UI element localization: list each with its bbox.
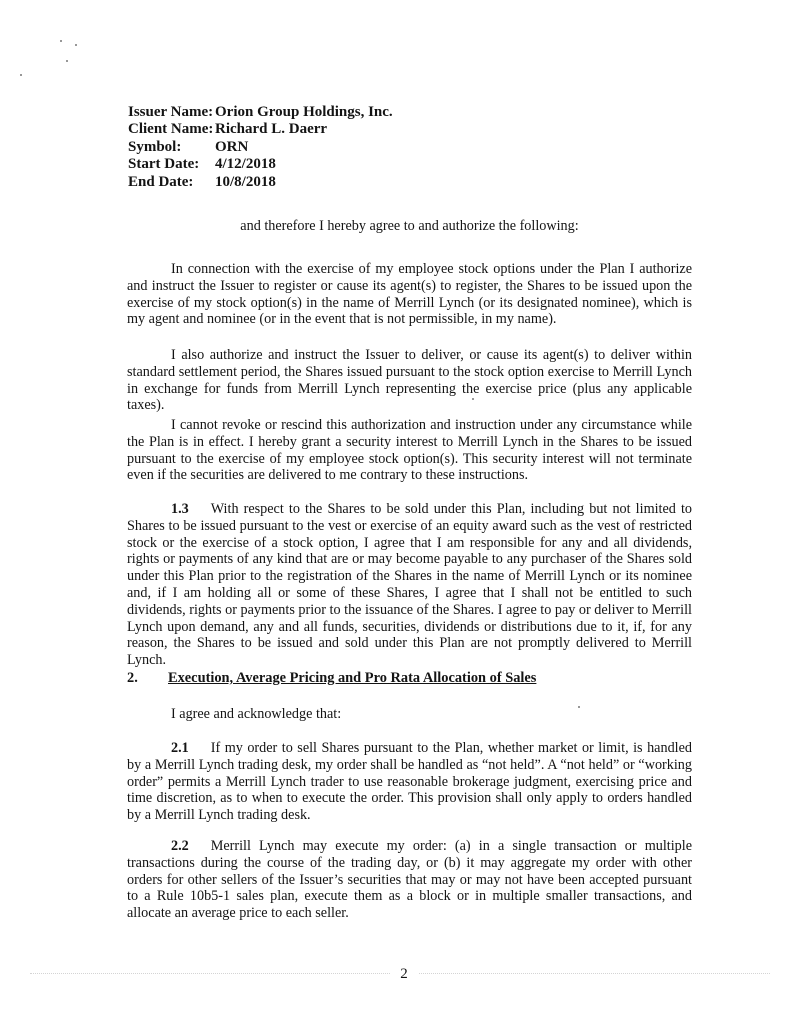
clause-number: 2.2 [171, 838, 189, 854]
header-row-client [128, 121, 393, 138]
clause-number: 1.3 [171, 501, 189, 517]
header-row-start-date [128, 156, 393, 173]
clause-2-2 [127, 838, 692, 922]
header-label: Client Name: [128, 121, 214, 138]
header-value: ORN [215, 138, 249, 155]
header-value: 4/12/2018 [215, 156, 276, 173]
header-label: End Date: [128, 173, 194, 190]
clause-2-1 [127, 740, 692, 824]
page-number: 2 [390, 966, 418, 983]
clause-text: Merrill Lynch may execute my order: (a) in a single transaction or multiple transactions during the course of the trading day, or (b) it may aggregate my order with other orders for other sellers of the Issuer’s securities that may or may not have been accepted pursuant to a Rule 10b5-1 sales plan, execute them as a block or in multiple smaller transactions, and allocate an average price to each seller. [127, 838, 692, 922]
intro-line: and therefore I hereby agree to and authorize the following: [240, 218, 579, 234]
section-number: 2. [127, 670, 138, 686]
clause-text: With respect to the Shares to be sold under this Plan, including but not limited to Shares to be issued pursuant to the vest or exercise of an equity award such as the vest of restricted stock or the exercise of a stock option, I agree that I am responsible for any and all dividends, rights or payments of any kind that are or may become payable to any purchaser of the Shares sold under this Plan prior to the registration of the Shares in the name of Merrill Lynch or its nominee and, if I am holding all or some of these Shares, I agree that I shall not be entitled to such dividends, rights or payments prior to the issuance of the Shares. I agree to pay or deliver to Merrill Lynch upon demand, any and all funds, securities, dividends or distributions due to it, if, for any reason, the Shares to be issued and sold under this Plan are not promptly delivered to Merrill Lynch. [127, 501, 692, 669]
section-title: Execution, Average Pricing and Pro Rata Allocation of Sales [168, 670, 537, 686]
clause-number: 2.1 [171, 740, 189, 756]
scan-speck [20, 74, 22, 76]
section-2-heading [127, 670, 692, 687]
scan-speck [60, 40, 62, 42]
header-label: Issuer Name: [128, 104, 214, 120]
scan-speck [66, 60, 68, 62]
section-2-lead: I agree and acknowledge that: [171, 706, 342, 722]
plan-header [128, 104, 393, 191]
header-row-end-date [128, 174, 393, 191]
paragraph-delivery: I also authorize and instruct the Issuer to deliver, or cause its agent(s) to deliver within standard settlement period, the Shares issued pursuant to the stock option exercise to Merrill Lynch in exchange for funds from Merrill Lynch representing the exercise price (plus any applicable taxes). [127, 347, 692, 414]
clause-1-3 [127, 501, 692, 669]
paragraph-security-interest: I cannot revoke or rescind this authorization and instruction under any circumstance while the Plan is in effect. I hereby grant a security interest to Merrill Lynch in the Shares to be issued pursuant to the exercise of my employee stock option(s). This security interest will not terminate even if the securities are delivered to me contrary to these instructions. [127, 417, 692, 484]
scan-speck [75, 44, 77, 46]
header-value: Richard L. Daerr [215, 121, 328, 138]
header-value: Orion Group Holdings, Inc. [215, 104, 393, 120]
header-row-issuer [128, 104, 393, 121]
header-row-symbol [128, 139, 393, 156]
header-label: Symbol: [128, 138, 182, 155]
paragraph-option-exercise: In connection with the exercise of my employee stock options under the Plan I authorize and instruct the Issuer to register or cause its agent(s) to register, the Shares to be issued upon the exercise of my stock option(s) in the name of Merrill Lynch (or its designated nominee), which is my agent and nominee (or in the event that is not permissible, in my name). [127, 261, 692, 328]
header-label: Start Date: [128, 156, 200, 173]
header-value: 10/8/2018 [215, 173, 276, 190]
clause-text: If my order to sell Shares pursuant to the Plan, whether market or limit, is handled by a Merrill Lynch trading desk, my order shall be handled as “not held”. A “not held” or “working order” permits a Merrill Lynch trader to use reasonable brokerage judgment, exercising price and time discretion, as to when to execute the order. This provision shall only apply to orders handled by a Merrill Lynch trading desk. [127, 740, 692, 824]
